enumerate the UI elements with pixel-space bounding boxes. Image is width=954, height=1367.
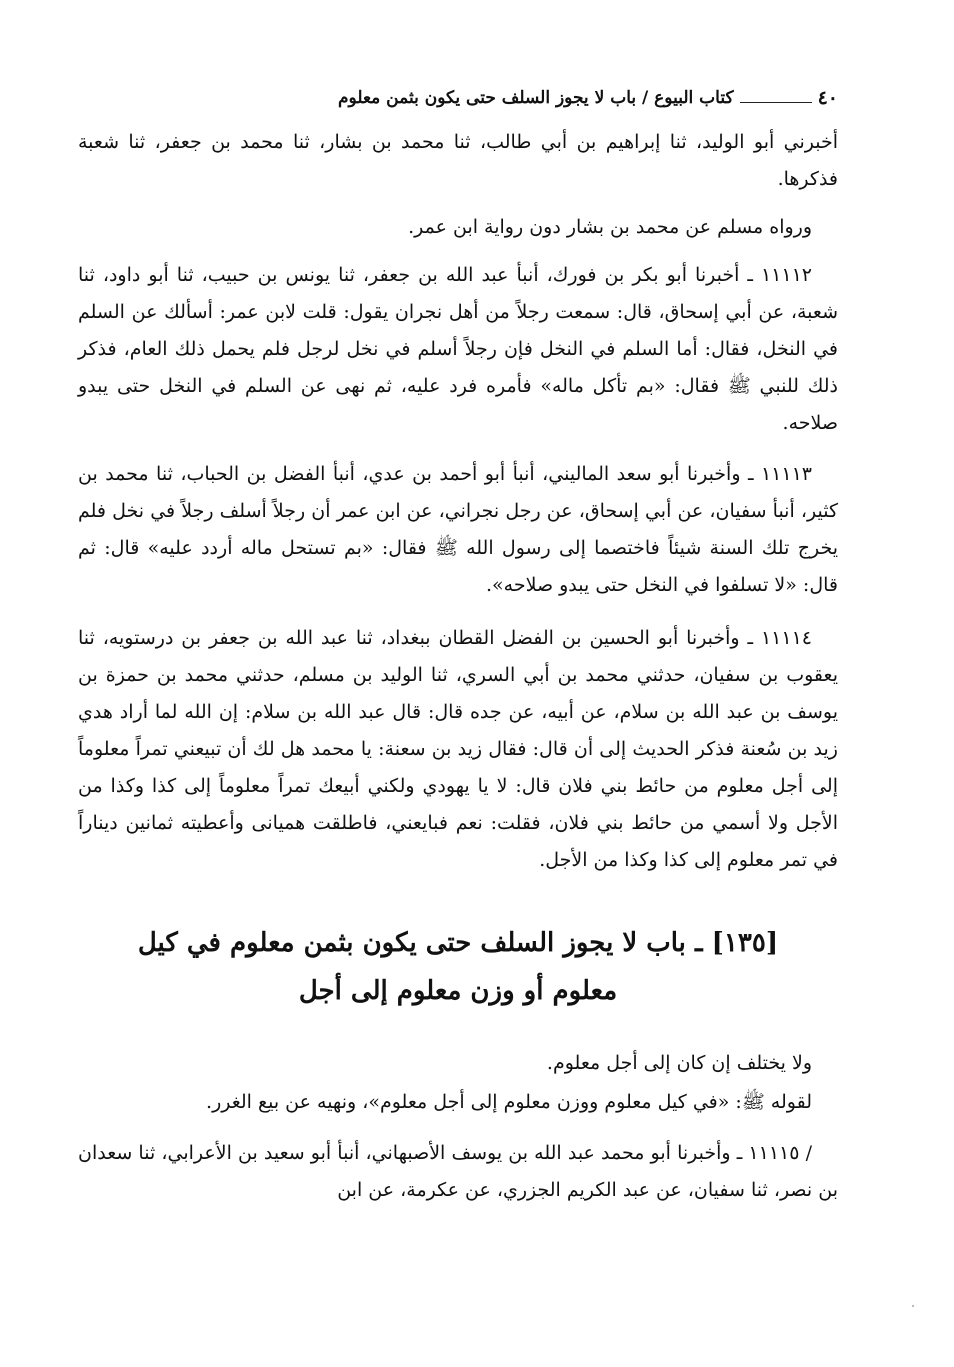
paragraph-isnad-continuation: أخبرني أبو الوليد، ثنا إبراهيم بن أبي طالب، ثنا محمد بن بشار، ثنا محمد بن جعفر، ثنا شعبة فذكرها.: [78, 131, 838, 190]
paragraph-condition-note: ولا يختلف إن كان إلى أجل معلوم.: [546, 1052, 812, 1074]
running-title: كتاب البيوع / باب لا يجوز السلف حتى يكون بثمن معلوم: [338, 88, 734, 108]
scan-speck: [912, 1305, 914, 1307]
hadith-11113: ١١١١٣ ـ وأخبرنا أبو سعد الماليني، أنبأ أبو أحمد بن عدي، أنبأ الفضل بن الحباب، ثنا محمد بن كثير، أنبأ سفيان، عن أبي إسحاق، عن رجل نجراني، عن ابن عمر أن رجلاً أسلف رجلاً في نخل فلم يخرج تلك السنة شيئاً فاختصما إلى رسول الله ﷺ فقال: «بم تستحل ماله أردد عليه» قال: ثم قال: «لا تسلفوا في النخل حتى يبدو صلاحه».: [78, 463, 838, 596]
header-rule: [740, 102, 812, 103]
chapter-heading: [١٣٥] ـ باب لا يجوز السلف حتى يكون بثمن معلوم في كيل معلوم أو وزن معلوم إلى أجل: [137, 928, 779, 1006]
page-body: [78, 124, 838, 1209]
book-page: [78, 78, 838, 1209]
running-header: [78, 78, 838, 118]
hadith-11112: ١١١١٢ ـ أخبرنا أبو بكر بن فورك، أنبأ عبد الله بن جعفر، ثنا يونس بن حبيب، ثنا أبو داود، ثنا شعبة، عن أبي إسحاق، قال: سمعت رجلاً من أهل نجران يقول: قلت لابن عمر: أسألك عن السلم في النخل، فقال: أما السلم في النخل فإن رجلاً أسلم في نخل لرجل فلم يحمل ذلك العام، فذكر ذلك للنبي ﷺ فقال: «بم تأكل ماله» فأمره فرد عليه، ثم نهى عن السلم في النخل حتى يبدو صلاحه.: [78, 264, 838, 434]
paragraph-prophetic-saying: لقوله ﷺ: «في كيل معلوم ووزن معلوم إلى أجل معلوم»، ونهيه عن بيع الغرر.: [206, 1091, 812, 1113]
paragraph-muslim-note: ورواه مسلم عن محمد بن بشار دون رواية ابن عمر.: [408, 216, 812, 238]
page-number: ٤٠: [817, 87, 838, 109]
hadith-11115: / ١١١١٥ ـ وأخبرنا أبو محمد عبد الله بن يوسف الأصبهاني، أنبأ أبو سعيد بن الأعرابي، ثنا سعدان بن نصر، ثنا سفيان، عن عبد الكريم الجزري، عن عكرمة، عن ابن: [78, 1142, 838, 1201]
hadith-11114: ١١١١٤ ـ وأخبرنا أبو الحسين بن الفضل القطان ببغداد، ثنا عبد الله بن جعفر بن درستويه، ثنا يعقوب بن سفيان، حدثني محمد بن أبي السري، ثنا الوليد بن مسلم، حدثني محمد بن حمزة بن يوسف بن عبد الله بن سلام، عن أبيه، عن جده قال: قال عبد الله بن سلام: إن الله لما أراد هدي زيد بن سُعنة فذكر الحديث إلى أن قال: فقال زيد بن سعنة: يا محمد هل لك أن تبيعني تمراً معلوماً إلى أجل معلوم من حائط بني فلان قال: لا يا يهودي ولكني أبيعك تمراً معلوماً إلى كذا وكذا من الأجل ولا أسمي من حائط بني فلان، فقلت: نعم فبايعني، فاطلقت هميانى وأعطيته ثمانين ديناراً في تمر معلوم إلى كذا وكذا من الأجل.: [78, 627, 838, 871]
